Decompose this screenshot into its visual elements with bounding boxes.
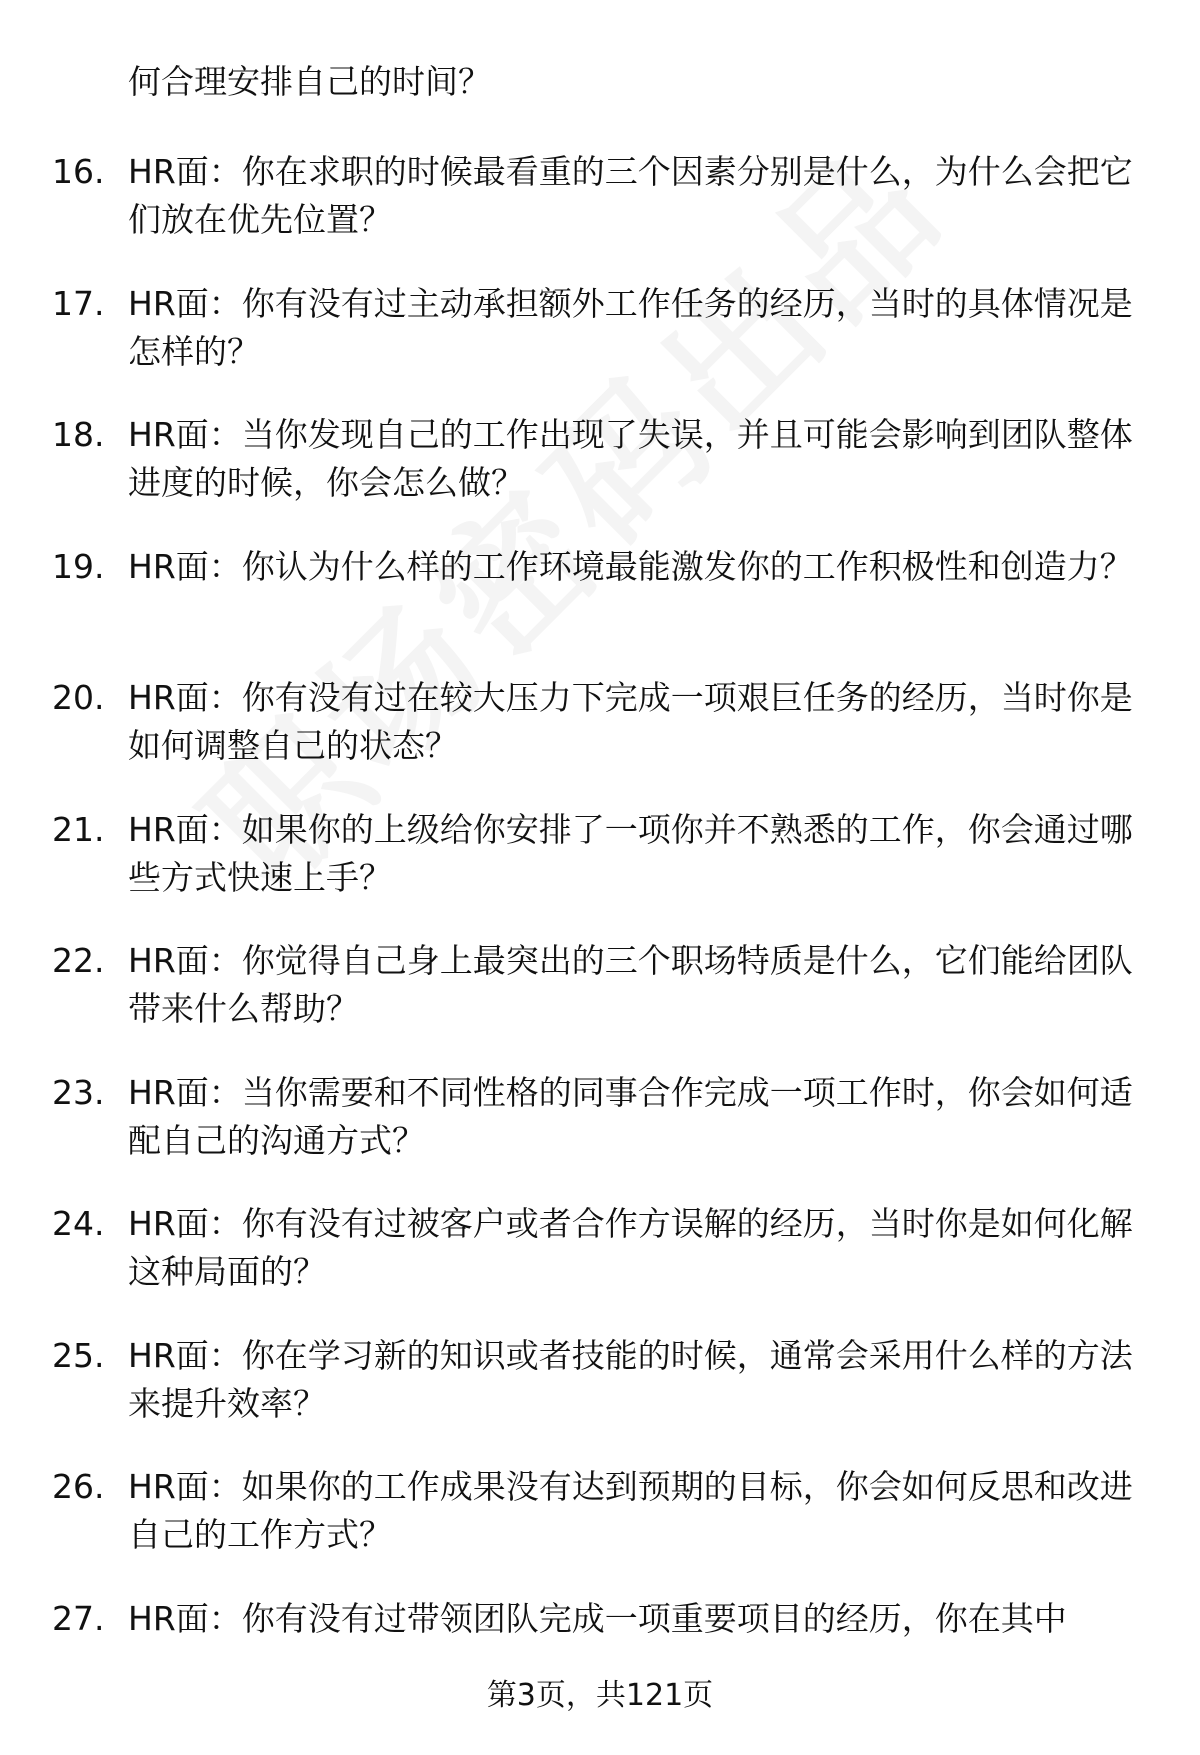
question-number: 23.	[52, 1072, 105, 1112]
question-text: HR面：当你发现自己的工作出现了失误，并且可能会影响到团队整体进度的时候，你会怎么做？	[128, 415, 1133, 502]
question-item	[0, 1069, 1200, 1201]
question-item	[0, 1595, 1200, 1655]
question-number: 24.	[52, 1204, 105, 1243]
question-item	[0, 1463, 1200, 1595]
question-number: 16.	[52, 152, 105, 191]
question-text: HR面：当你需要和不同性格的同事合作完成一项工作时，你会如何适配自己的沟通方式？	[128, 1072, 1133, 1160]
question-text: HR面：你觉得自己身上最突出的三个职场特质是什么，它们能给团队带来什么帮助？	[128, 941, 1133, 1028]
question-number: 17.	[52, 283, 105, 323]
question-item	[0, 937, 1200, 1069]
question-list	[0, 148, 1200, 1655]
question-number: 21.	[52, 809, 105, 849]
question-number: 26.	[52, 1467, 105, 1506]
question-number: 27.	[52, 1598, 105, 1638]
question-text: HR面：你有没有过被客户或者合作方误解的经历，当时你是如何化解这种局面的？	[128, 1204, 1133, 1291]
page-number-footer: 第3页，共121页	[486, 1678, 714, 1713]
question-item	[0, 543, 1200, 675]
question-number: 20.	[52, 678, 105, 717]
question-text: HR面：你认为什么样的工作环境最能激发你的工作积极性和创造力？	[128, 546, 1133, 586]
question-text: HR面：如果你的上级给你安排了一项你并不熟悉的工作，你会通过哪些方式快速上手？	[128, 809, 1133, 897]
question-number: 22.	[52, 941, 105, 980]
question-text: HR面：你有没有过带领团队完成一项重要项目的经历，你在其中	[128, 1598, 1067, 1638]
question-item	[0, 806, 1200, 938]
continued-question-text: 何合理安排自己的时间？	[128, 62, 491, 101]
question-text: HR面：你在学习新的知识或者技能的时候，通常会采用什么样的方法来提升效率？	[128, 1335, 1133, 1423]
question-text: HR面：如果你的工作成果没有达到预期的目标，你会如何反思和改进自己的工作方式？	[128, 1467, 1133, 1554]
question-number: 25.	[52, 1335, 105, 1375]
question-item	[0, 148, 1200, 280]
question-text: HR面：你有没有过在较大压力下完成一项艰巨任务的经历，当时你是如何调整自己的状态？	[128, 678, 1133, 765]
question-number: 18.	[52, 415, 105, 454]
question-item	[0, 411, 1200, 543]
question-item	[0, 280, 1200, 412]
question-item	[0, 1200, 1200, 1332]
question-item	[0, 1332, 1200, 1464]
question-text: HR面：你在求职的时候最看重的三个因素分别是什么，为什么会把它们放在优先位置？	[128, 152, 1133, 239]
question-text: HR面：你有没有过主动承担额外工作任务的经历，当时的具体情况是怎样的？	[128, 283, 1133, 371]
question-item	[0, 674, 1200, 806]
question-number: 19.	[52, 546, 105, 586]
